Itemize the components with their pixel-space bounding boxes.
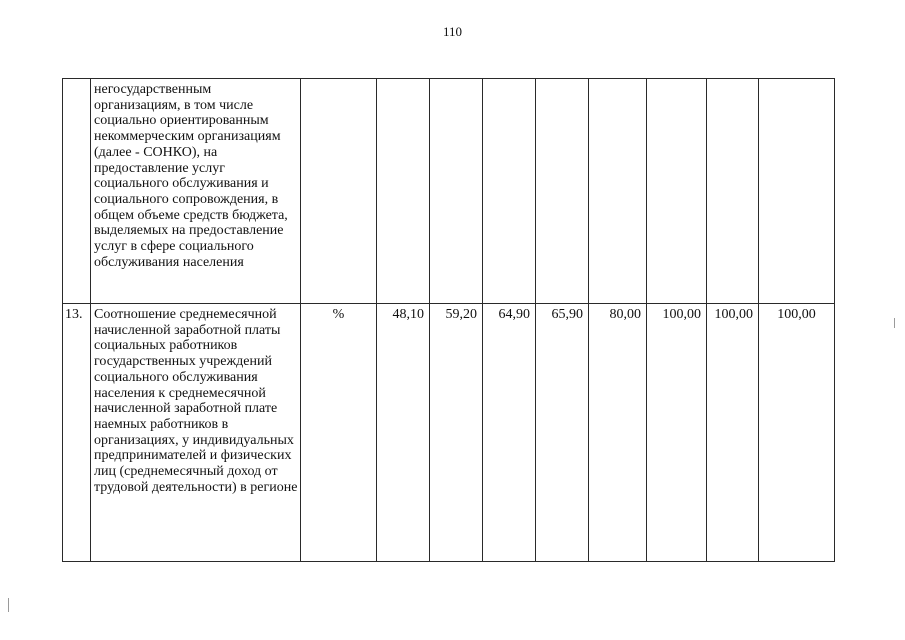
value-cell <box>589 79 647 304</box>
value-cell <box>430 79 483 304</box>
row-number <box>63 79 91 304</box>
page-number: 110 <box>442 24 463 39</box>
value-cell: 65,90 <box>536 304 589 562</box>
row-number: 13. <box>63 304 91 562</box>
value-cell: 64,90 <box>483 304 536 562</box>
value-cell: 100,00 <box>707 304 759 562</box>
value-cell <box>647 79 707 304</box>
value-cell <box>377 79 430 304</box>
value-cell: 48,10 <box>377 304 430 562</box>
indicator-name: Соотношение среднемесячной начисленной заработной платы социальных работников государственных учреждений социального обслуживания населения к среднемесячной начисленной заработной плате наемных работников в организациях, у индивидуальных предпринимателей и физических лиц (среднемесячный доход от трудовой деятельности) в регионе <box>91 304 301 562</box>
value-cell <box>707 79 759 304</box>
value-cell <box>536 79 589 304</box>
table-row <box>63 79 835 304</box>
unit-cell <box>301 79 377 304</box>
indicators-table <box>62 78 835 562</box>
scan-artifact-mark <box>894 318 895 328</box>
table-row <box>63 304 835 562</box>
value-cell: 100,00 <box>759 304 835 562</box>
value-cell <box>483 79 536 304</box>
unit-cell: % <box>301 304 377 562</box>
value-cell <box>759 79 835 304</box>
indicator-name: негосударственным организациям, в том числе социально ориентированным некоммерческим организациям (далее - СОНКО), на предоставление услуг социального обслуживания и социального сопровождения, в общем объеме средств бюджета, выделяемых на предоставление услуг в сфере социального обслуживания населения <box>91 79 301 304</box>
value-cell: 100,00 <box>647 304 707 562</box>
value-cell: 80,00 <box>589 304 647 562</box>
value-cell: 59,20 <box>430 304 483 562</box>
scan-artifact-mark <box>8 598 9 612</box>
